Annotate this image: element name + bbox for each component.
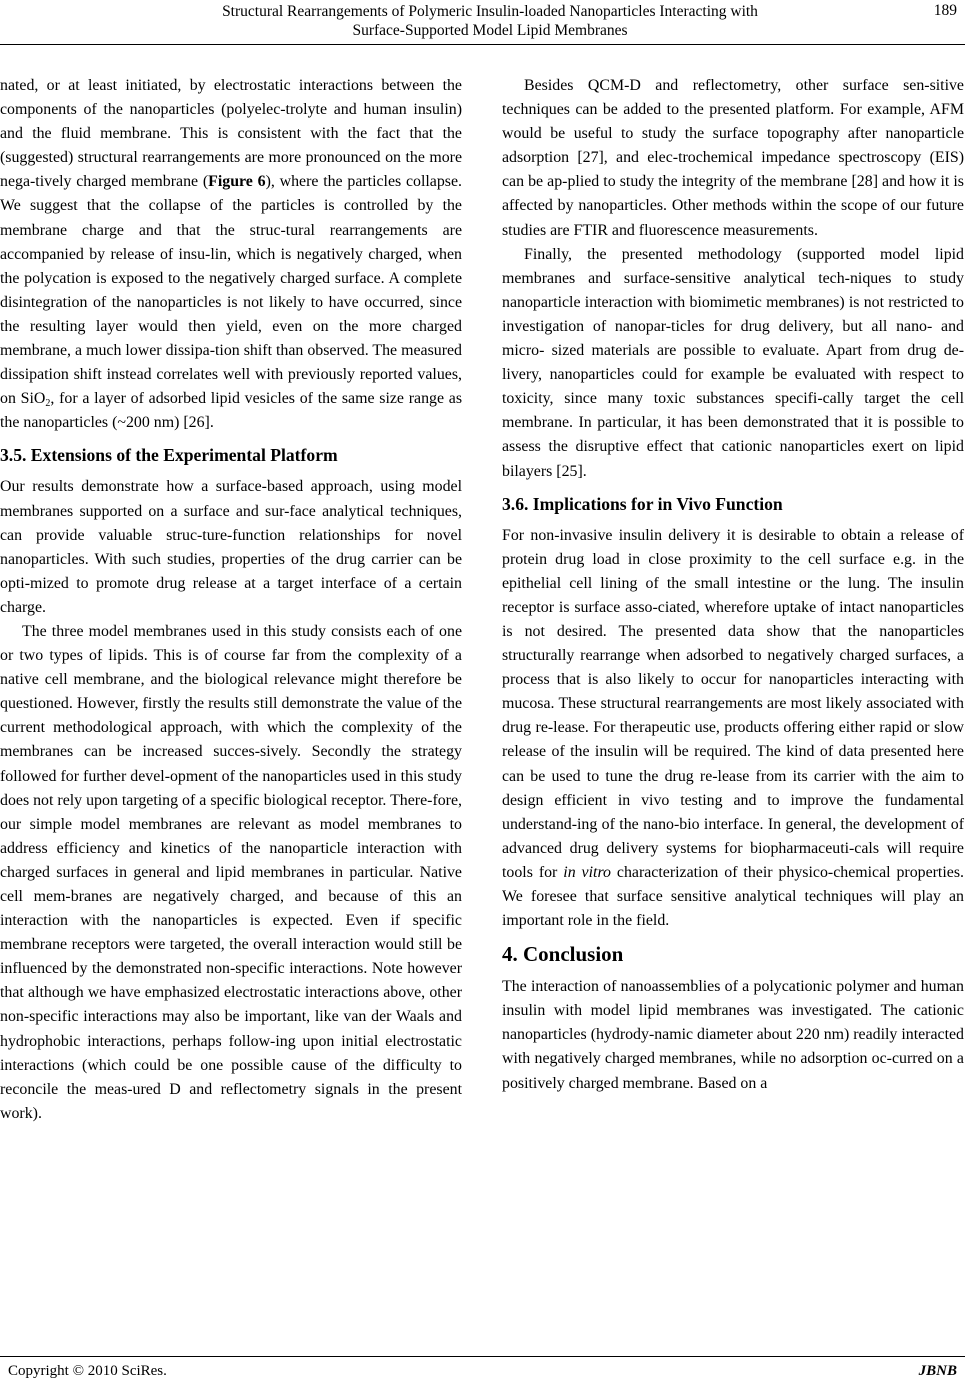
journal-abbreviation: JBNB (918, 1363, 957, 1379)
paragraph (502, 524, 964, 934)
running-title (110, 2, 870, 40)
paragraph: Besides QCM-D and reflectometry, other surface sen-sitive techniques can be added to the presented platform. For example, AFM would be useful to study the surface topography after nanoparticle adsorption [27], and elec-trochemical impedance spectroscopy (EIS) can be ap-plied to study the integrity of the membrane [28] and how it is affected by nanoparticles. Other methods within the scope of our future studies are FTIR and fluorescence measurements. (502, 77, 964, 239)
paragraph: Our results demonstrate how a surface-based approach, using model membranes supported on a surface and sur-face analytical techniques, can provide valuable struc-ture-function relationships for novel nanoparticles. With such studies, properties of the drug carrier can be opti-mized to promote drug release at a target interface of a certain charge. (0, 478, 462, 616)
figure-reference: Figure 6 (208, 173, 266, 191)
text-span: characterization of their physico-chemical properties. We foresee that surface sensitive analytical techniques will play an important role in the field. (502, 863, 964, 930)
text-span: ), where the particles collapse. We suggest that the collapse of the particles is controlled by the membrane charge and that the struc-tural rearrangements are accompanied by release of insu-lin, which is negatively charged, when the polycation is exposed to the negatively charged surface. A complete disintegration of the nanoparticles is not likely to have occurred, since the resulting layer would then yield, even on the more charged membrane, a much lower dissipa-tion shift than observed. The measured dissipation shift instead correlates well with previously reported values, on SiO (0, 173, 462, 408)
copyright-notice: Copyright © 2010 SciRes. (8, 1363, 167, 1379)
running-title-line1: Structural Rearrangements of Polymeric Insulin-loaded Nanoparticles Interacting with (222, 3, 758, 20)
left-column (0, 74, 462, 1126)
page-number: 189 (933, 2, 957, 19)
paragraph (0, 74, 462, 435)
text-span: nated, or at least initiated, by electrostatic interactions between the components of the nanoparticles (polyelec-trolyte and human insulin) and the fluid membrane. This is consistent with the fact that the (suggested) structural rearrangements are more pronounced on the more nega-tively charged membrane ( (0, 77, 462, 191)
page-header (0, 0, 965, 48)
paragraph: The interaction of nanoassemblies of a polycationic polymer and human insulin with model lipid membranes was investigated. The cationic nanoparticles (hydrody-namic diameter about 220 nm) readily interacted with negatively charged membranes, while no adsorption oc-curred on a positively charged membrane. Based on a (502, 978, 964, 1092)
header-rule (0, 44, 965, 45)
text-span: For non-invasive insulin delivery it is desirable to obtain a release of protein drug load in close proximity to the cell surface e.g. in the epithelial cell lining of the small intestine or the lung. The insulin receptor is surface asso-ciated, wherefore uptake of intact nanoparticles is not desired. The presented data show that the nanoparticles structurally rearrange when adsorbed to negatively charged surfaces, a process that is also likely to occur for nanoparticles interacting with mucosa. These structural rearrangements are most likely associated with drug re-lease. For therapeutic use, products offering either rapid or slow release of the insulin will be required. The kind of data presented here can be used to tune the drug re-lease from its carrier with the aim to design efficient in vivo testing and to improve the fundamental understand-ing of the nano-bio interface. In general, the development of advanced drug delivery systems for biopharmaceuti-cals will require tools for (502, 526, 964, 881)
section-heading: 3.6. Implications for in Vivo Function (502, 493, 783, 514)
section-heading: 4. Conclusion (502, 942, 624, 967)
text-span: , for a layer of adsorbed lipid vesicles of the same size range as the nanoparticles (~200 nm) [26]. (0, 390, 462, 432)
footer-rule (0, 1356, 965, 1357)
running-title-line2: Surface-Supported Model Lipid Membranes (352, 22, 628, 39)
paragraph: The three model membranes used in this study consists each of one or two types of lipids. This is of course far from the complexity of a native cell membrane, and the biological relevance might therefore be questioned. However, firstly the results still demonstrate the value of the current methodological approach, with which the complexity of the membranes can be increased succes-sively. Secondly the strategy followed for further devel-opment of the nanoparticles used in this study does not rely upon targeting of a specific biological receptor. There-fore, our simple model membranes are relevant as model membranes to address efficiency and kinetics of the nanoparticle interaction with charged surfaces in general and lipid membranes in particular. Native cell mem-branes are negatively charged, and because of this an interaction with the nanoparticles is expected. Even if specific membrane receptors were targeted, the overall interaction would still be influenced by the demonstrated non-specific interactions. Note however that although we have emphasized electrostatic interactions above, other non-specific interactions may also be important, like van der Waals and hydrophobic interactions, perhaps follow-ing upon initial electrostatic interactions (which could be one possible cause of the difficulty to reconcile the meas-ured D and reflectometry signals in the present work). (0, 622, 462, 1122)
section-heading: 3.5. Extensions of the Experimental Platform (0, 445, 338, 466)
italic-term: in vitro (563, 863, 611, 881)
right-column (502, 74, 964, 1096)
paragraph: Finally, the presented methodology (supported model lipid membranes and surface-sensitive analytical tech-niques to study nanoparticle interaction with biomimetic membranes) is not restricted to investigation of nanopar-ticles for drug delivery, but all nano- and micro- sized materials are possible to evaluate. Apart from drug de-livery, nanoparticles could for example be evaluated with respect to toxicity, since many toxic substances specifi-cally target the cell membrane. In particular, it has been demonstrated that it is possible to assess the disruptive effect that cationic nanoparticles exert on lipid bilayers [25]. (502, 245, 964, 480)
subscript: 2 (45, 398, 51, 410)
